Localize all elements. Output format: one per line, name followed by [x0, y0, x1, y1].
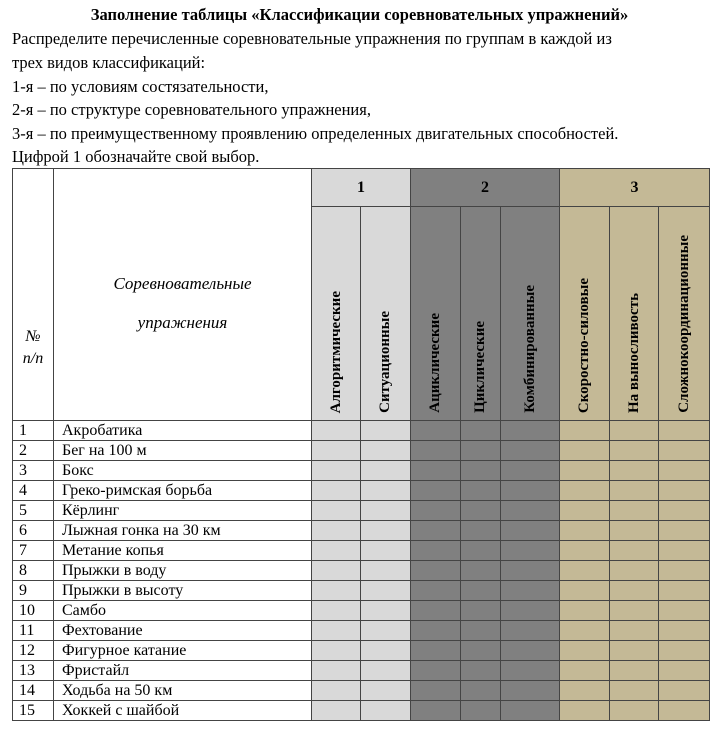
- exercise-name: Прыжки в высоту: [54, 581, 312, 601]
- row-number: 15: [13, 701, 54, 721]
- choice-cell[interactable]: [361, 641, 411, 661]
- exercise-name: Фехтование: [54, 621, 312, 641]
- choice-cell[interactable]: [461, 461, 501, 481]
- table-row: [13, 501, 710, 521]
- choice-cell[interactable]: [312, 541, 361, 561]
- choice-cell[interactable]: [361, 561, 411, 581]
- choice-cell[interactable]: [560, 481, 610, 501]
- row-number: 12: [13, 641, 54, 661]
- choice-cell[interactable]: [411, 481, 461, 501]
- name-header-2: упражнения: [137, 313, 228, 332]
- table-row: [13, 461, 710, 481]
- column-header-label: Ситуационные: [377, 311, 393, 413]
- choice-cell[interactable]: [560, 421, 610, 441]
- num-header-2: п/п: [22, 350, 44, 367]
- exercise-name: Фристайл: [54, 661, 312, 681]
- choice-cell[interactable]: [560, 501, 610, 521]
- column-header-label: Комбинированные: [521, 285, 538, 413]
- choice-cell[interactable]: [610, 441, 659, 461]
- choice-cell[interactable]: [461, 441, 501, 461]
- choice-cell[interactable]: [461, 501, 501, 521]
- choice-cell[interactable]: [501, 681, 560, 701]
- choice-cell[interactable]: [610, 661, 659, 681]
- choice-cell[interactable]: [560, 641, 610, 661]
- choice-cell[interactable]: [312, 501, 361, 521]
- choice-cell[interactable]: [411, 421, 461, 441]
- choice-cell[interactable]: [560, 441, 610, 461]
- choice-cell[interactable]: [659, 441, 710, 461]
- exercise-name: Метание копья: [54, 541, 312, 561]
- row-number: 8: [13, 561, 54, 581]
- choice-cell[interactable]: [312, 521, 361, 541]
- row-number: 4: [13, 481, 54, 501]
- choice-cell[interactable]: [312, 641, 361, 661]
- choice-cell[interactable]: [560, 461, 610, 481]
- choice-cell[interactable]: [411, 521, 461, 541]
- row-number: 6: [13, 521, 54, 541]
- choice-cell[interactable]: [361, 501, 411, 521]
- choice-cell[interactable]: [659, 641, 710, 661]
- column-header-label: Алгоритмические: [327, 290, 344, 413]
- choice-cell[interactable]: [312, 421, 361, 441]
- choice-cell[interactable]: [411, 581, 461, 601]
- name-header: [54, 169, 312, 421]
- choice-cell[interactable]: [411, 541, 461, 561]
- exercise-name: Греко-римская борьба: [54, 481, 312, 501]
- row-number: 14: [13, 681, 54, 701]
- choice-cell[interactable]: [610, 681, 659, 701]
- choice-cell[interactable]: [501, 701, 560, 721]
- exercise-name: Самбо: [54, 601, 312, 621]
- row-number: 11: [13, 621, 54, 641]
- row-number: 10: [13, 601, 54, 621]
- exercise-name: Фигурное катание: [54, 641, 312, 661]
- choice-cell[interactable]: [659, 501, 710, 521]
- row-number: 13: [13, 661, 54, 681]
- table-row: [13, 441, 710, 461]
- column-header-label: Сложнокоординационные: [675, 235, 692, 413]
- choice-cell[interactable]: [361, 441, 411, 461]
- choice-cell[interactable]: [610, 481, 659, 501]
- choice-cell[interactable]: [610, 421, 659, 441]
- group-header-3: 3: [560, 169, 710, 207]
- choice-cell[interactable]: [560, 561, 610, 581]
- choice-cell[interactable]: [560, 701, 610, 721]
- choice-cell[interactable]: [361, 681, 411, 701]
- choice-cell[interactable]: [312, 461, 361, 481]
- exercise-name: Лыжная гонка на 30 км: [54, 521, 312, 541]
- group-header-1: 1: [312, 169, 411, 207]
- choice-cell[interactable]: [659, 541, 710, 561]
- page-title: Заполнение таблицы «Классификации соревновательных упражнений»: [90, 5, 629, 24]
- row-number: 7: [13, 541, 54, 561]
- choice-cell[interactable]: [560, 521, 610, 541]
- choice-cell[interactable]: [411, 661, 461, 681]
- choice-cell[interactable]: [461, 541, 501, 561]
- exercise-name: Хоккей с шайбой: [54, 701, 312, 721]
- column-header: [461, 207, 501, 421]
- table-row: [13, 581, 710, 601]
- choice-cell[interactable]: [610, 561, 659, 581]
- choice-cell[interactable]: [361, 541, 411, 561]
- column-header-label: Циклические: [472, 321, 488, 413]
- exercise-name: Прыжки в воду: [54, 561, 312, 581]
- table-row: [13, 541, 710, 561]
- choice-cell[interactable]: [501, 481, 560, 501]
- choice-cell[interactable]: [312, 581, 361, 601]
- choice-cell[interactable]: [501, 621, 560, 641]
- row-number: 1: [13, 421, 54, 441]
- choice-cell[interactable]: [659, 481, 710, 501]
- choice-cell[interactable]: [361, 621, 411, 641]
- table-row: [13, 661, 710, 681]
- choice-cell[interactable]: [361, 521, 411, 541]
- table-row: [13, 641, 710, 661]
- choice-cell[interactable]: [659, 661, 710, 681]
- choice-cell[interactable]: [312, 601, 361, 621]
- exercise-name: Кёрлинг: [54, 501, 312, 521]
- choice-cell[interactable]: [659, 421, 710, 441]
- choice-cell[interactable]: [610, 701, 659, 721]
- column-header: [312, 207, 361, 421]
- table-row: [13, 521, 710, 541]
- choice-cell[interactable]: [361, 581, 411, 601]
- instruction-line: 3-я – по преимущественному проявлению определенных двигательных способностей.: [12, 124, 619, 143]
- choice-cell[interactable]: [501, 601, 560, 621]
- choice-cell[interactable]: [501, 461, 560, 481]
- choice-cell[interactable]: [659, 521, 710, 541]
- choice-cell[interactable]: [501, 561, 560, 581]
- choice-cell[interactable]: [501, 541, 560, 561]
- choice-cell[interactable]: [461, 521, 501, 541]
- table-row: [13, 421, 710, 441]
- table-row: [13, 561, 710, 581]
- choice-cell[interactable]: [411, 681, 461, 701]
- choice-cell[interactable]: [461, 561, 501, 581]
- table-row: [13, 701, 710, 721]
- choice-cell[interactable]: [501, 641, 560, 661]
- group-header-2: 2: [411, 169, 560, 207]
- choice-cell[interactable]: [312, 621, 361, 641]
- column-header-label: Ациклические: [427, 313, 443, 413]
- choice-cell[interactable]: [659, 681, 710, 701]
- choice-cell[interactable]: [461, 621, 501, 641]
- choice-cell[interactable]: [610, 461, 659, 481]
- choice-cell[interactable]: [659, 561, 710, 581]
- choice-cell[interactable]: [361, 601, 411, 621]
- exercise-name: Ходьба на 50 км: [54, 681, 312, 701]
- choice-cell[interactable]: [501, 421, 560, 441]
- row-number: 5: [13, 501, 54, 521]
- choice-cell[interactable]: [610, 541, 659, 561]
- choice-cell[interactable]: [361, 701, 411, 721]
- choice-cell[interactable]: [361, 481, 411, 501]
- instruction-line: трех видов классификаций:: [12, 53, 206, 72]
- choice-cell[interactable]: [312, 681, 361, 701]
- choice-cell[interactable]: [659, 701, 710, 721]
- choice-cell[interactable]: [461, 681, 501, 701]
- exercise-name: Бокс: [54, 461, 312, 481]
- choice-cell[interactable]: [461, 641, 501, 661]
- row-number: 3: [13, 461, 54, 481]
- instruction-line: Цифрой 1 обозначайте свой выбор.: [12, 147, 260, 166]
- choice-cell[interactable]: [560, 581, 610, 601]
- name-header-1: Соревновательные: [113, 274, 252, 293]
- choice-cell[interactable]: [312, 561, 361, 581]
- choice-cell[interactable]: [659, 621, 710, 641]
- choice-cell[interactable]: [560, 661, 610, 681]
- choice-cell[interactable]: [411, 561, 461, 581]
- column-header: [411, 207, 461, 421]
- num-header: [13, 169, 54, 421]
- choice-cell[interactable]: [361, 421, 411, 441]
- choice-cell[interactable]: [610, 601, 659, 621]
- column-header: [361, 207, 411, 421]
- choice-cell[interactable]: [461, 581, 501, 601]
- exercise-name: Бег на 100 м: [54, 441, 312, 461]
- instruction-line: Распределите перечисленные соревновательные упражнения по группам в каждой из: [12, 29, 612, 48]
- row-number: 2: [13, 441, 54, 461]
- choice-cell[interactable]: [501, 441, 560, 461]
- num-header-1: №: [25, 328, 41, 345]
- choice-cell[interactable]: [411, 641, 461, 661]
- choice-cell[interactable]: [411, 461, 461, 481]
- choice-cell[interactable]: [461, 481, 501, 501]
- choice-cell[interactable]: [659, 601, 710, 621]
- table-row: [13, 681, 710, 701]
- choice-cell[interactable]: [461, 601, 501, 621]
- exercise-name: Акробатика: [54, 421, 312, 441]
- choice-cell[interactable]: [312, 481, 361, 501]
- choice-cell[interactable]: [501, 581, 560, 601]
- instruction-line: 2-я – по структуре соревновательного упражнения,: [12, 100, 371, 119]
- column-header: [610, 207, 659, 421]
- choice-cell[interactable]: [312, 441, 361, 461]
- choice-cell[interactable]: [560, 541, 610, 561]
- column-header-label: На выносливость: [625, 292, 642, 413]
- choice-cell[interactable]: [411, 601, 461, 621]
- choice-cell[interactable]: [501, 521, 560, 541]
- choice-cell[interactable]: [659, 581, 710, 601]
- choice-cell[interactable]: [461, 661, 501, 681]
- column-header-label: Скоростно-силовые: [576, 277, 592, 413]
- choice-cell[interactable]: [560, 601, 610, 621]
- choice-cell[interactable]: [610, 621, 659, 641]
- choice-cell[interactable]: [361, 661, 411, 681]
- table-row: [13, 481, 710, 501]
- classification-table: [12, 168, 710, 721]
- choice-cell[interactable]: [411, 501, 461, 521]
- table-row: [13, 601, 710, 621]
- choice-cell[interactable]: [361, 461, 411, 481]
- choice-cell[interactable]: [560, 681, 610, 701]
- choice-cell[interactable]: [659, 461, 710, 481]
- choice-cell[interactable]: [501, 661, 560, 681]
- choice-cell[interactable]: [560, 621, 610, 641]
- column-header: [659, 207, 710, 421]
- choice-cell[interactable]: [312, 661, 361, 681]
- choice-cell[interactable]: [461, 701, 501, 721]
- choice-cell[interactable]: [610, 581, 659, 601]
- choice-cell[interactable]: [610, 501, 659, 521]
- instruction-line: 1-я – по условиям состязательности,: [12, 77, 269, 96]
- column-header: [560, 207, 610, 421]
- choice-cell[interactable]: [312, 701, 361, 721]
- column-header: [501, 207, 560, 421]
- choice-cell[interactable]: [411, 441, 461, 461]
- choice-cell[interactable]: [461, 421, 501, 441]
- choice-cell[interactable]: [411, 701, 461, 721]
- choice-cell[interactable]: [610, 641, 659, 661]
- choice-cell[interactable]: [411, 621, 461, 641]
- choice-cell[interactable]: [610, 521, 659, 541]
- row-number: 9: [13, 581, 54, 601]
- table-row: [13, 621, 710, 641]
- choice-cell[interactable]: [501, 501, 560, 521]
